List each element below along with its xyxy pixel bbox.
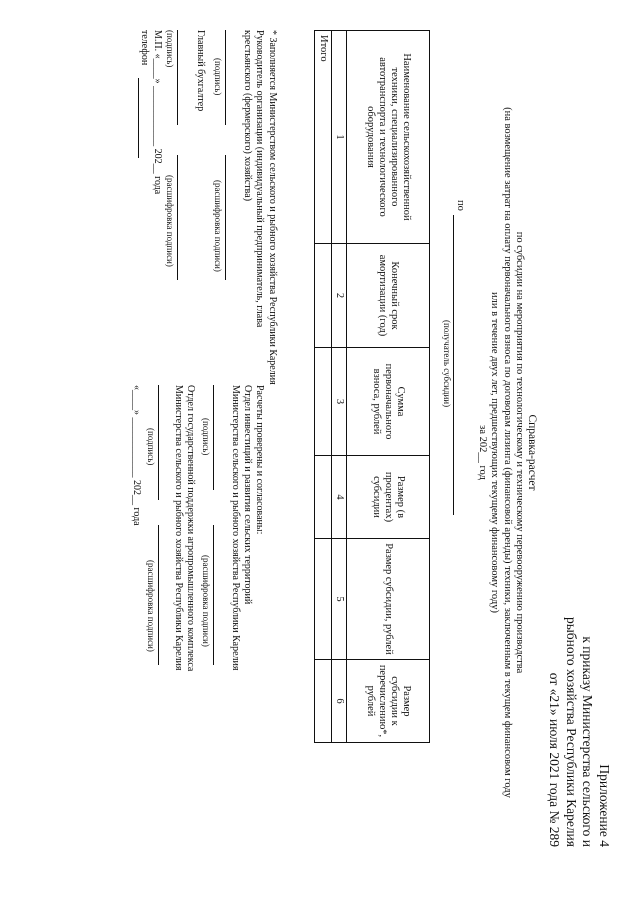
dept2-line2: Министерства сельского и рыбного хозяйства Республики Карелия bbox=[173, 385, 184, 671]
accountant-decode-caption: (расшифровка подписи) bbox=[165, 175, 175, 267]
dept2-decode-caption: (расшифровка подписи) bbox=[146, 560, 156, 652]
column-number: 4 bbox=[332, 456, 347, 539]
accountant-decode-line bbox=[177, 155, 178, 280]
dept2-sign-caption: (подпись) bbox=[146, 428, 156, 466]
appendix-ministry: рыбного хозяйства Республики Карелия bbox=[564, 616, 579, 847]
title-line-1: по субсидии на мероприятия по технологическому и техническому перевооружению производства bbox=[514, 231, 526, 674]
header-equipment-name: Наименование сельскохозяйственной техники, специализированного автотранспорта и технологического оборудования bbox=[347, 31, 430, 244]
column-number: 2 bbox=[332, 244, 347, 348]
title-period: за 202__ год bbox=[477, 425, 488, 480]
column-number: 6 bbox=[332, 660, 347, 743]
total-cell bbox=[315, 539, 332, 660]
header-subsidy-transfer: Размер субсидии к перечислению*, рублей bbox=[347, 660, 430, 743]
total-label: Итого bbox=[315, 31, 332, 244]
phone-line bbox=[138, 78, 139, 158]
appendix-block bbox=[546, 617, 612, 847]
head-decode-caption: (расшифровка подписи) bbox=[213, 180, 223, 272]
head-sign-caption: (подпись) bbox=[213, 58, 223, 96]
checked-label: Расчеты проверены и согласованы: bbox=[254, 385, 265, 535]
table-header-row bbox=[347, 31, 430, 743]
dept1-line1: Отдел инвестиций и развития сельских территорий bbox=[242, 385, 253, 605]
recipient-line bbox=[453, 215, 454, 515]
head-decode-line bbox=[225, 155, 226, 280]
head-sign-line bbox=[225, 30, 226, 125]
dept1-decode-line bbox=[213, 525, 214, 665]
dept1-decode-caption: (расшифровка подписи) bbox=[201, 555, 211, 647]
accountant-sign-caption: (подпись) bbox=[165, 30, 175, 68]
appendix-number: Приложение 4 bbox=[597, 764, 612, 847]
total-cell bbox=[315, 244, 332, 348]
dept1-sign-caption: (подпись) bbox=[201, 418, 211, 456]
footnote: * Заполняется Министерством сельского и рыбного хозяйства Республики Карелия bbox=[267, 30, 278, 385]
phone-label: телефон bbox=[139, 30, 150, 66]
title-heading: Справка-расчет bbox=[526, 414, 538, 491]
recipient-by-label: по bbox=[455, 200, 466, 211]
dept1-sign-line bbox=[213, 385, 214, 490]
document-title bbox=[476, 0, 539, 905]
dept2-decode-line bbox=[158, 525, 159, 665]
table-number-row bbox=[332, 31, 347, 743]
subsidy-table bbox=[314, 30, 430, 743]
dept2-sign-line bbox=[158, 385, 159, 500]
column-number: 1 bbox=[332, 31, 347, 244]
header-amortization-term: Конечный срок амортизации (год) bbox=[347, 244, 430, 348]
table-total-row bbox=[315, 31, 332, 743]
head-label-line1: Руководитель организации (индивидуальный предприниматель, глава bbox=[254, 30, 265, 328]
head-label-line2: крестьянского (фермерского) хозяйства) bbox=[242, 30, 253, 202]
stamp-date: М.П. «____» ____________ 202__ года bbox=[152, 30, 163, 195]
title-line-3: или в течение двух лет, предшествующих текущему финансовому году) bbox=[489, 292, 501, 613]
total-cell bbox=[315, 348, 332, 456]
column-number: 3 bbox=[332, 348, 347, 456]
total-cell bbox=[315, 660, 332, 743]
header-subsidy-amount: Размер субсидии, рублей bbox=[347, 539, 430, 660]
dept2-line1: Отдел государственной поддержки агропромышленного комплекса bbox=[185, 385, 196, 672]
recipient-caption: (получатель субсидии) bbox=[442, 320, 452, 408]
dept1-line2: Министерства сельского и рыбного хозяйства Республики Карелия bbox=[230, 385, 241, 671]
total-cell bbox=[315, 456, 332, 539]
column-number: 5 bbox=[332, 539, 347, 660]
header-initial-payment: Сумма первоначального взноса, рублей bbox=[347, 348, 430, 456]
header-subsidy-percent: Размер (в процентах) субсидии bbox=[347, 456, 430, 539]
appendix-date: от «21» июля 2021 года № 289 bbox=[547, 672, 563, 847]
title-line-2: (на возмещение затрат на оплату первоначального взноса по договорам лизинга (финансовой аренды) техники, заключенным в текущем финансовом году bbox=[502, 107, 513, 798]
appendix-order: к приказу Министерства сельского и bbox=[580, 636, 596, 847]
approval-date: «____» ____________ 202__ года bbox=[131, 385, 142, 526]
accountant-label: Главный бухгалтер bbox=[195, 30, 206, 112]
accountant-sign-line bbox=[177, 30, 178, 125]
